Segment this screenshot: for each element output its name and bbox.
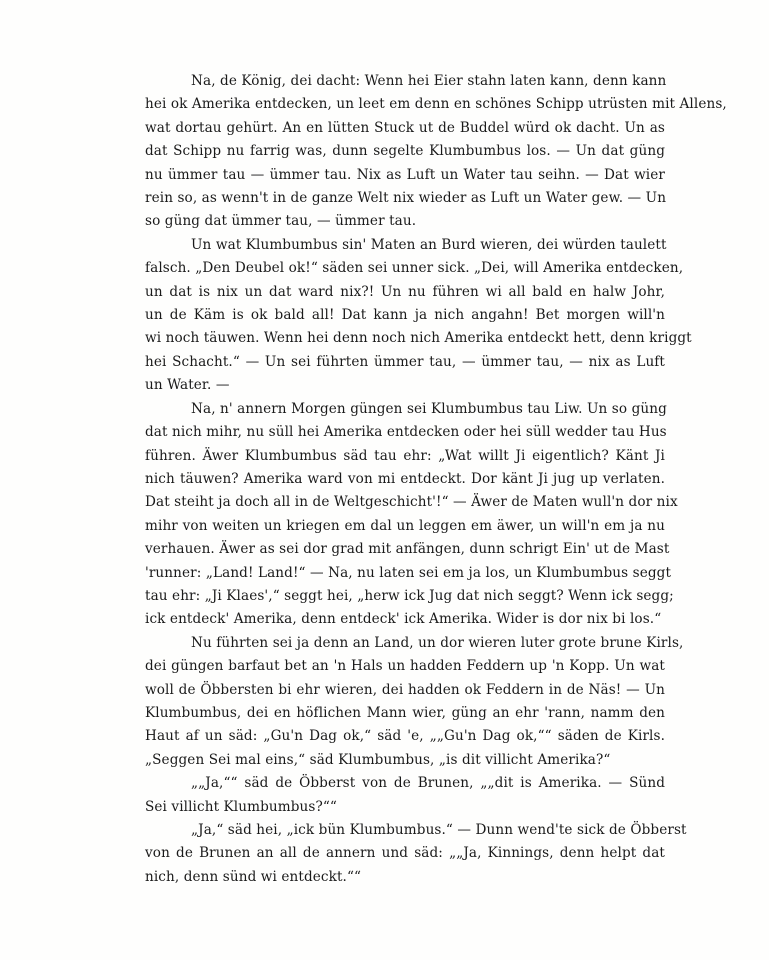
text-line: verhauen. Äwer as sei dor grad mit anfängen, dunn schrigt Ein' ut de Mast <box>145 541 670 558</box>
text-line: Klumbumbus, dei en höflichen Mann wier, güng an ehr 'rann, namm den <box>145 704 665 721</box>
text-line: hei Schacht.“ — Un sei führten ümmer tau, — ümmer tau, — nix as Luft <box>145 353 665 370</box>
paragraph <box>145 632 684 772</box>
text-line: rein so, as wenn't in de ganze Welt nix wieder as Luft un Water gew. — Un <box>145 190 667 207</box>
text-line: Na, de König, dei dacht: Wenn hei Eier stahn laten kann, denn kann <box>191 73 667 89</box>
text-line: ick entdeck' Amerika, denn entdeck' ick Amerika. Wider is dor nix bi los.“ <box>145 611 662 628</box>
text-line: dei güngen barfaut bet an 'n Hals un hadden Feddern up 'n Kopp. Un wat <box>145 658 665 675</box>
text-line: von de Brunen an all de annern und säd: „„Ja, Kinnings, denn helpt dat <box>145 845 665 862</box>
paragraph <box>145 772 665 819</box>
text-line: dat Schipp nu farrig was, dunn segelte Klumbumbus los. — Un dat güng <box>145 143 665 160</box>
text-line: woll de Öbbersten bi ehr wieren, dei hadden ok Feddern in de Näs! — Un <box>145 681 665 698</box>
text-line: „„Ja,““ säd de Öbberst von de Brunen, „„dit is Amerika. — Sünd <box>191 775 665 792</box>
paragraph <box>145 234 692 398</box>
text-line: dat nich mihr, nu süll hei Amerika entdecken oder hei süll wedder tau Hus <box>145 424 667 441</box>
text-line: 'runner: „Land! Land!“ — Na, nu laten sei em ja los, un Klumbumbus seggt <box>145 564 672 581</box>
text-line: nich täuwen? Amerika ward von mi entdeckt. Dor känt Ji jug up verlaten. <box>145 470 665 487</box>
text-line: nu ümmer tau — ümmer tau. Nix as Luft un Water tau seihn. — Dat wier <box>145 166 665 183</box>
text-line: un dat is nix un dat ward nix?! Un nu führen wi all bald en halw Johr, <box>145 283 665 300</box>
text-line: hei ok Amerika entdecken, un leet em denn en schönes Schipp utrüsten mit Allens, <box>145 96 727 113</box>
text-line: mihr von weiten un kriegen em dal un leggen em äwer, un will'n em ja nu <box>145 517 665 534</box>
text-line: Haut af un säd: „Gu'n Dag ok,“ säd 'e, „„Gu'n Dag ok,““ säden de Kirls. <box>145 728 665 745</box>
text-line: Sei villicht Klumbumbus?““ <box>145 798 337 815</box>
text-line: so güng dat ümmer tau, — ümmer tau. <box>145 213 417 230</box>
text-line: Nu führten sei ja denn an Land, un dor wieren luter grote brune Kirls, <box>191 634 684 651</box>
text-line: un Water. — <box>145 377 230 394</box>
paragraph <box>145 398 678 632</box>
text-line: Un wat Klumbumbus sin' Maten an Burd wieren, dei würden taulett <box>191 236 667 253</box>
text-body <box>145 70 727 889</box>
text-line: „Ja,“ säd hei, „ick bün Klumbumbus.“ — Dunn wend'te sick de Öbberst <box>191 822 687 838</box>
text-line: Dat steiht ja doch all in de Weltgeschicht'!“ — Äwer de Maten wull'n dor nix <box>145 494 678 511</box>
text-line: führen. Äwer Klumbumbus säd tau ehr: „Wat willt Ji eigentlich? Känt Ji <box>145 447 665 464</box>
text-line: wi noch täuwen. Wenn hei denn noch nich Amerika entdeckt hett, denn kriggt <box>145 330 692 347</box>
paragraph <box>145 819 687 889</box>
text-line: un de Käm is ok bald all! Dat kann ja nich angahn! Bet morgen will'n <box>145 307 665 324</box>
text-line: falsch. „Den Deubel ok!“ säden sei unner sick. „Dei, will Amerika entdecken, <box>145 260 684 277</box>
paragraph <box>145 70 727 234</box>
text-line: wat dortau gehürt. An en lütten Stuck ut de Buddel würd ok dacht. Un as <box>145 119 665 136</box>
text-line: tau ehr: „Ji Klaes',“ seggt hei, „herw ick Jug dat nich seggt? Wenn ick segg; <box>145 587 674 604</box>
text-line: Na, n' annern Morgen güngen sei Klumbumbus tau Liw. Un so güng <box>191 400 667 417</box>
text-line: „Seggen Sei mal eins,“ säd Klumbumbus, „is dit villicht Amerika?“ <box>145 751 611 768</box>
text-line: nich, denn sünd wi entdeckt.““ <box>145 868 362 885</box>
